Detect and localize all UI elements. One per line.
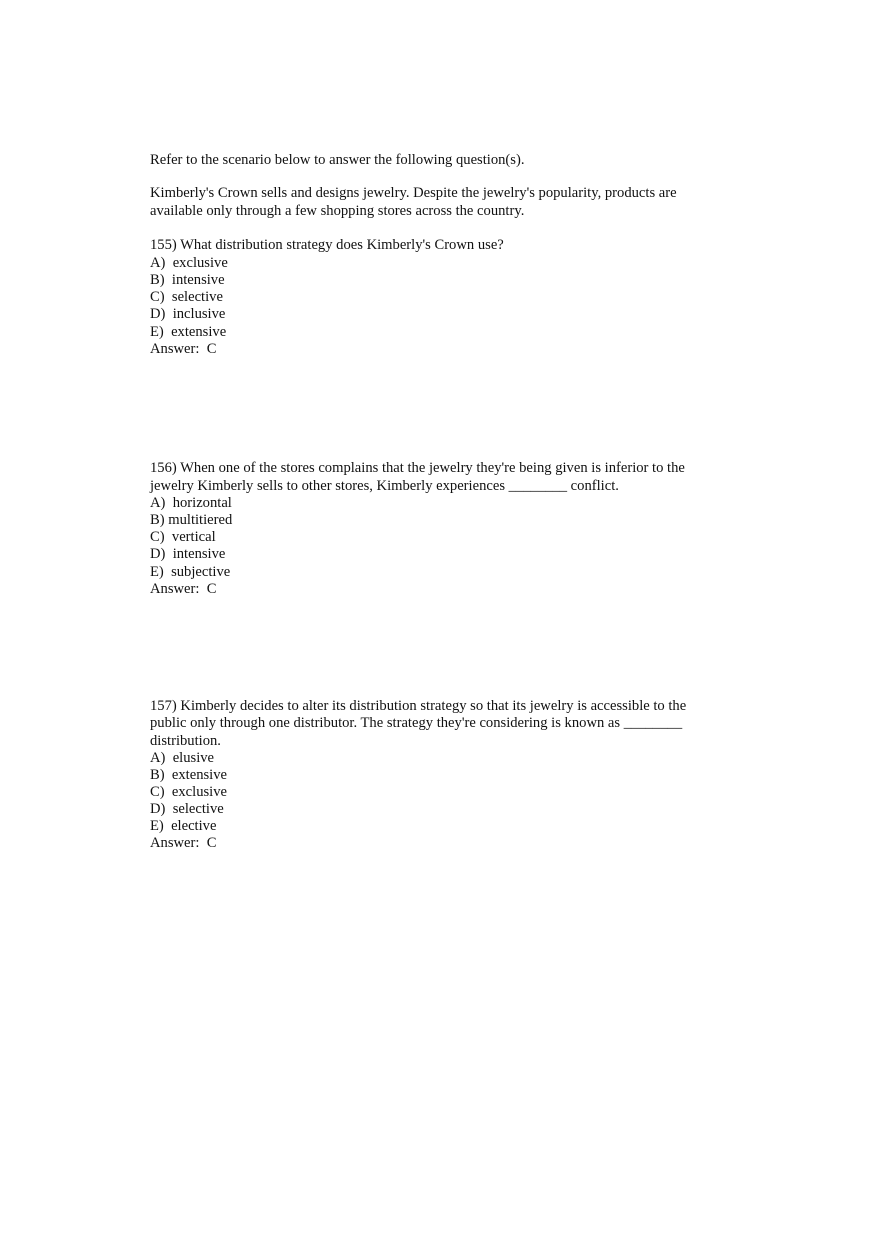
option-b: B) extensive <box>150 767 228 783</box>
option-c: C) vertical <box>150 529 216 545</box>
question-stem: 157) Kimberly decides to alter its distribution strategy so that its jewelry is accessible to the <box>150 698 687 714</box>
answer-line: Answer: C <box>150 341 217 357</box>
option-b: B) multitiered <box>150 512 233 528</box>
question-stem: jewelry Kimberly sells to other stores, Kimberly experiences ________ conflict. <box>150 478 619 494</box>
option-d: D) inclusive <box>150 306 226 322</box>
option-c: C) selective <box>150 289 223 305</box>
option-e: E) elective <box>150 818 217 834</box>
option-a: A) horizontal <box>150 495 232 511</box>
option-d: D) selective <box>150 801 224 817</box>
scenario-line: available only through a few shopping stores across the country. <box>150 203 525 219</box>
question-stem: 156) When one of the stores complains that the jewelry they're being given is inferior to the <box>150 460 685 476</box>
scenario-line: Kimberly's Crown sells and designs jewelry. Despite the jewelry's popularity, products are <box>150 185 677 201</box>
answer-line: Answer: C <box>150 581 217 597</box>
option-d: D) intensive <box>150 546 226 562</box>
option-a: A) exclusive <box>150 255 228 271</box>
option-c: C) exclusive <box>150 784 228 800</box>
option-e: E) extensive <box>150 324 227 340</box>
option-e: E) subjective <box>150 564 231 580</box>
question-stem: distribution. <box>150 733 221 749</box>
intro-text: Refer to the scenario below to answer the following question(s). <box>150 152 525 168</box>
question-stem: public only through one distributor. The strategy they're considering is known as ________ <box>150 715 683 731</box>
answer-line: Answer: C <box>150 835 217 851</box>
question-stem: 155) What distribution strategy does Kimberly's Crown use? <box>150 237 504 253</box>
option-a: A) elusive <box>150 750 215 766</box>
option-b: B) intensive <box>150 272 225 288</box>
